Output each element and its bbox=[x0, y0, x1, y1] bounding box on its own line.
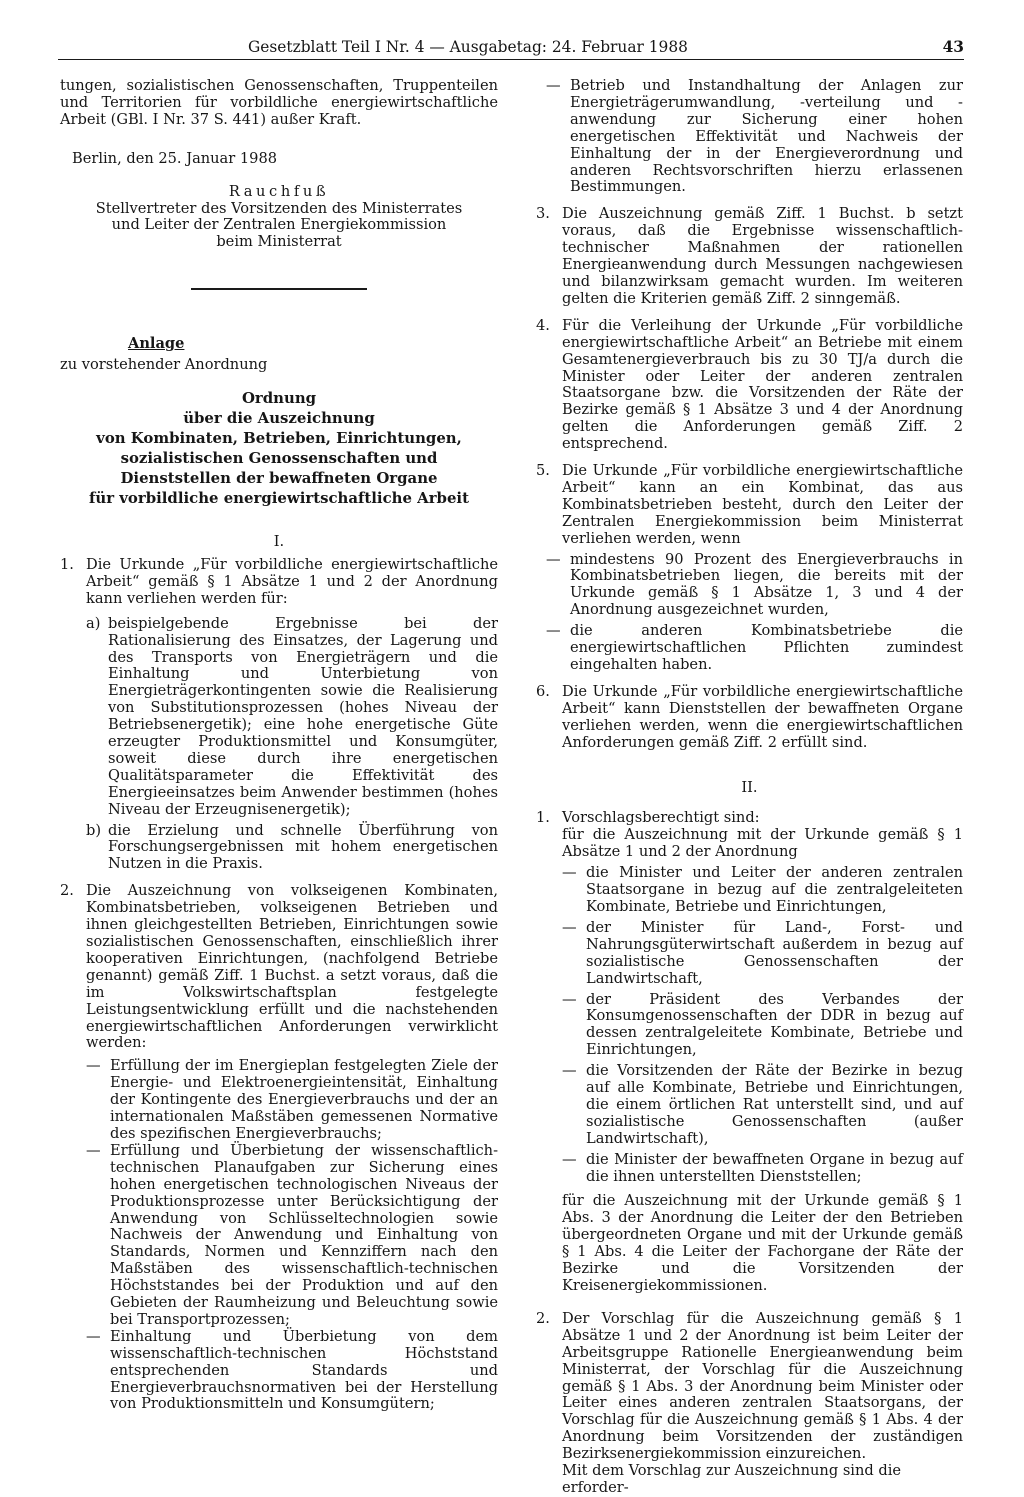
item-number: 2. bbox=[60, 882, 74, 900]
item-text: Die Auszeichnung gemäß Ziff. 1 Buchst. b setzt voraus, daß die Ergebnisse wissenschaftlich-technischer Maßnahmen der rationellen Energieanwendung durch Messungen nachgewiesen und bilanzwirksam gemacht wurden. Im weiteren gelten die Kriterien gemäß Ziff. 2 sinngemäß. bbox=[562, 205, 963, 307]
anlage-subtitle: zu vorstehender Anordnung bbox=[60, 356, 268, 374]
dash-bullet: — bbox=[86, 1057, 101, 1075]
item-text: Die Auszeichnung von volkseigenen Kombinaten, Kombinatsbetrieben, volkseigenen Betrieben und ihnen gleichgestellten Betrieben, Einrichtungen sowie sozialistischen Genossenschaften, einschließlich ihrer kooperativen Einrichtungen, (nachfolgend Betriebe genannt) gemäß Ziff. 1 Buchst. a setzt voraus, daß die im Volkswirtschaftsplan festgelegte Leistungsentwicklung erfüllt und die nachstehenden energiewirtschaftlichen Anforderungen verwirklicht werden: bbox=[86, 882, 498, 1052]
dash-bullet: — bbox=[546, 550, 561, 568]
page-header bbox=[58, 37, 964, 60]
dash-item bbox=[546, 552, 963, 620]
dash-item-text: Erfüllung und Überbietung der wissenschaftlich-technischen Planaufgaben zur Sicherung eines hohen energetischen technologischen Niveaus der Produktionsprozesse unter Berücksichtigung der Anwendung von Schlüsseltechnologien sowie Nachweis der Anwendung und Einhaltung von Standards, Normen und Kennziffern nach den Maßstäben des wissenschaftlich-technischen Höchststandes bei der Produktion und auf den Gebieten der Raumheizung und Beleuchtung sowie bei Transportprozessen; bbox=[110, 1141, 498, 1328]
sub-item-text: die Erzielung und schnelle Überführung von Forschungsergebnissen mit hohem energetischen Nutzen in die Praxis. bbox=[108, 821, 498, 873]
title-line-4: sozialistischen Genossenschaften und bbox=[120, 449, 438, 468]
right-column bbox=[536, 78, 963, 1497]
dash-item bbox=[86, 1143, 498, 1329]
dash-item-text: der Präsident des Verbandes der Konsumgenossenschaften der DDR in bezug auf dessen zentralgeleitete Kombinate, Betriebe und Einrichtungen, bbox=[586, 990, 963, 1059]
list-item bbox=[536, 318, 963, 453]
ordinance-title bbox=[60, 388, 498, 508]
sub-item bbox=[86, 823, 498, 874]
list-item bbox=[536, 684, 963, 752]
item-text: Für die Verleihung der Urkunde „Für vorbildliche energiewirtschaftliche Arbeit“ an Betriebe mit einem Gesamtenergieverbrauch bis zu 30 TJ/a durch die Minister oder Leiter der anderen zentralen Staatsorgane bzw. die Vorsitzenden der Räte der Bezirke gemäß § 1 Absätze 3 und 4 der Anordnung gelten die Anforderungen gemäß Ziff. 2 entsprechend. bbox=[562, 316, 963, 453]
signer-role-line-2: und Leiter der Zentralen Energiekommission bbox=[111, 216, 447, 234]
sub-item bbox=[86, 616, 498, 819]
header-title: Gesetzblatt Teil I Nr. 4 — Ausgabetag: 24. Februar 1988 bbox=[248, 38, 688, 56]
title-line-3: von Kombinaten, Betrieben, Einrichtungen, bbox=[96, 429, 462, 448]
item-number: 1. bbox=[536, 809, 550, 827]
dash-item bbox=[562, 1152, 963, 1186]
dash-item bbox=[546, 623, 963, 674]
separator-rule bbox=[191, 288, 367, 290]
item-text: für die Auszeichnung mit der Urkunde gemäß § 1 Abs. 3 der Anordnung die Leiter der den Betrieben übergeordneten Organe und mit der Urkunde gemäß § 1 Abs. 4 die Leiter der Fachorgane der Räte der Bezirke und die Vorsitzenden der Kreisenergiekommissionen. bbox=[562, 1192, 963, 1294]
dash-item-text: die Minister der bewaffneten Organe in bezug auf die ihnen unterstellten Dienststellen; bbox=[586, 1150, 963, 1185]
item-text: Der Vorschlag für die Auszeichnung gemäß § 1 Absätze 1 und 2 der Anordnung ist beim Leiter der Arbeitsgruppe Rationelle Energieanwendung beim Ministerrat, der Vorschlag für die Auszeichnung gemäß § 1 Abs. 3 der Anordnung beim Minister oder Leiter eines anderen zentralen Staatsorgans, der Vorschlag für die Auszeichnung gemäß § 1 Abs. 4 der Anordnung beim Vorsitzenden der zuständigen Bezirksenergiekommission einzureichen. bbox=[562, 1309, 963, 1463]
item-text: für die Auszeichnung mit der Urkunde gemäß § 1 Absätze 1 und 2 der Anordnung bbox=[562, 826, 963, 861]
list-item bbox=[536, 206, 963, 307]
page-number: 43 bbox=[942, 38, 964, 56]
dash-item bbox=[562, 920, 963, 988]
item-heading: Vorschlagsberechtigt sind: bbox=[562, 809, 760, 827]
dash-bullet: — bbox=[546, 622, 561, 640]
dash-item-text: mindestens 90 Prozent des Energieverbrauchs in Kombinatsbetrieben liegen, die bereits mit der Urkunde gemäß § 1 Absätze 1, 3 und 4 der Anordnung ausgezeichnet wurden, bbox=[570, 550, 963, 619]
dash-item bbox=[86, 1329, 498, 1414]
title-line-2: über die Auszeichnung bbox=[183, 409, 375, 428]
dash-bullet: — bbox=[562, 864, 577, 882]
dash-bullet: — bbox=[546, 77, 561, 94]
sub-item-text: beispielgebende Ergebnisse bei der Rationalisierung des Einsatzes, der Lagerung und des Transports von Energieträgern und die Einhaltung und Unterbietung von Energieträgerkontingenten sowie die Realisierung von Substitutionsprozessen (hohes Niveau der Betriebsenergetik); eine hohe energetische Güte erzeugter Produktionsmittel und Konsumgüter, soweit diese durch ihre energetischen Qualitätsparameter die Effektivität des Energieeinsatzes beim Anwender bestimmen (hohes Niveau der Erzeugnisenergetik); bbox=[108, 614, 498, 818]
item-number: 1. bbox=[60, 555, 74, 573]
place-date: Berlin, den 25. Januar 1988 bbox=[72, 149, 278, 167]
item-number: 5. bbox=[536, 462, 550, 480]
dash-item-text: der Minister für Land-, Forst- und Nahrungsgüterwirtschaft außerdem in bezug auf sozialistische Genossenschaften der Landwirtschaft, bbox=[586, 918, 963, 987]
list-item bbox=[60, 883, 498, 1413]
list-item bbox=[536, 810, 963, 1294]
item-number: 4. bbox=[536, 316, 550, 334]
dash-item-text: die Minister und Leiter der anderen zentralen Staatsorgane in bezug auf die zentralgeleiteten Kombinate, Betriebe und Einrichtungen, bbox=[586, 864, 963, 915]
dash-bullet: — bbox=[562, 1062, 577, 1080]
item-number: 2. bbox=[536, 1309, 550, 1327]
item-number: 6. bbox=[536, 682, 550, 700]
section-heading-i: I. bbox=[273, 533, 285, 551]
dash-item bbox=[536, 78, 963, 196]
dash-item bbox=[562, 992, 963, 1060]
signer-name: Rauchfuß bbox=[228, 182, 330, 200]
dash-bullet: — bbox=[86, 1141, 101, 1159]
dash-item-text: die anderen Kombinatsbetriebe die energiewirtschaftlichen Pflichten zumindest eingehalten haben. bbox=[570, 622, 963, 673]
intro-paragraph: tungen, sozialistischen Genossenschaften, Truppenteilen und Territorien für vorbildliche energiewirtschaftliche Arbeit (GBl. I Nr. 37 S. 441) außer Kraft. bbox=[60, 77, 498, 128]
sub-item-label: a) bbox=[86, 614, 101, 632]
title-line-1: Ordnung bbox=[241, 389, 317, 408]
item-text-continued: Mit dem Vorschlag zur Auszeichnung sind die erforder- bbox=[562, 1462, 901, 1496]
dash-bullet: — bbox=[562, 1150, 577, 1168]
dash-item-text: Erfüllung der im Energieplan festgelegten Ziele der Energie- und Elektroenergieintensität, Einhaltung der Kontingente des Energieverbrauchs und der an internationalen Maßstäben gemessenen Normative des spezifischen Energieverbrauchs; bbox=[110, 1057, 498, 1142]
item-text: Die Urkunde „Für vorbildliche energiewirtschaftliche Arbeit“ kann Dienststellen der bewaffneten Organe verliehen werden, wenn die energiewirtschaftlichen Anforderungen gemäß Ziff. 2 erfüllt sind. bbox=[562, 682, 963, 751]
dash-bullet: — bbox=[562, 918, 577, 936]
signer-role-line-1: Stellvertreter des Vorsitzenden des Ministerrates bbox=[95, 199, 463, 217]
dash-item bbox=[562, 865, 963, 916]
title-line-5: Dienststellen der bewaffneten Organe bbox=[120, 469, 438, 488]
list-item bbox=[60, 557, 498, 873]
sub-item-label: b) bbox=[86, 821, 102, 839]
signer-role-line-3: beim Ministerrat bbox=[216, 233, 342, 251]
item-text: Die Urkunde „Für vorbildliche energiewirtschaftliche Arbeit“ kann an ein Kombinat, das aus Kombinatsbetrieben besteht, durch den Leiter der Zentralen Energiekommission beim Ministerrat verliehen werden, wenn bbox=[562, 462, 963, 547]
dash-item bbox=[86, 1058, 498, 1143]
dash-item-text: Betrieb und Instandhaltung der Anlagen zur Energieträgerumwandlung, -verteilung und -anwendung zur Sicherung einer hohen energetischen Effektivität und Nachweis der Einhaltung der in der Energieverordnung und anderen Rechtsvorschriften hierzu erlassenen Bestimmungen. bbox=[570, 77, 963, 196]
item-text: Die Urkunde „Für vorbildliche energiewirtschaftliche Arbeit“ gemäß § 1 Absätze 1 und 2 der Anordnung kann verliehen werden für: bbox=[86, 555, 498, 607]
section-heading-ii: II. bbox=[741, 778, 758, 796]
dash-bullet: — bbox=[86, 1327, 101, 1345]
dash-item-text: die Vorsitzenden der Räte der Bezirke in bezug auf alle Kombinate, Betriebe und Einrichtungen, die einem örtlichen Rat unterstellt sind, und auf sozialistische Genossenschaften (außer Landwirtschaft), bbox=[586, 1062, 963, 1147]
anlage-label: Anlage bbox=[128, 335, 185, 353]
item-number: 3. bbox=[536, 205, 550, 223]
dash-bullet: — bbox=[562, 990, 577, 1008]
dash-item bbox=[562, 1063, 963, 1148]
list-item bbox=[536, 463, 963, 674]
list-item bbox=[536, 1311, 963, 1497]
dash-item-text: Einhaltung und Überbietung von dem wissenschaftlich-technischen Höchststand entsprechenden Standards und Energieverbrauchsnormativen bei der Herstellung von Produktionsmitteln und Konsumgütern; bbox=[110, 1327, 498, 1413]
left-column bbox=[60, 78, 498, 1413]
title-line-6: für vorbildliche energiewirtschaftliche Arbeit bbox=[89, 489, 469, 508]
